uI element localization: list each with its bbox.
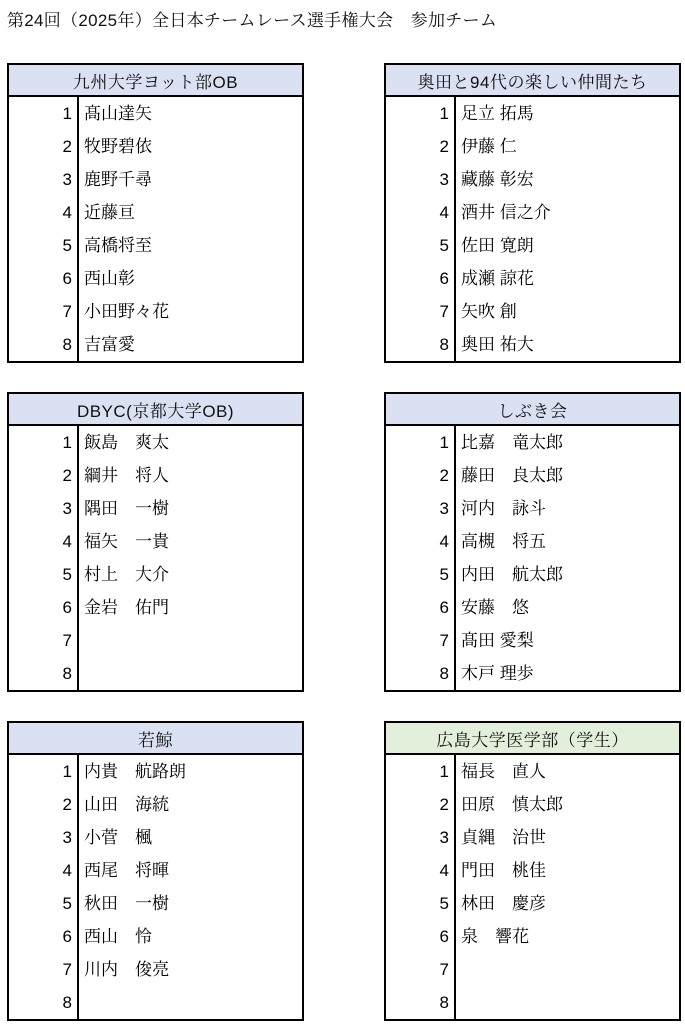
member-number: 6 — [386, 262, 456, 295]
member-name: 近藤亘 — [84, 203, 135, 222]
member-number: 4 — [386, 196, 456, 229]
member-number: 1 — [386, 97, 456, 130]
member-number: 5 — [386, 558, 456, 591]
member-name — [79, 986, 302, 1019]
member-number: 6 — [9, 262, 79, 295]
member-number: 6 — [386, 591, 456, 624]
member-name — [456, 986, 679, 1019]
member-name: 佐田 寛朗 — [461, 236, 534, 255]
member-number: 7 — [9, 295, 79, 328]
member-name: 貞縄 治世 — [461, 828, 546, 847]
team-name-header: しぶき会 — [386, 394, 679, 426]
member-row — [9, 459, 302, 492]
member-name: 鹿野千尋 — [84, 170, 152, 189]
member-name — [79, 624, 302, 657]
member-row — [9, 887, 302, 920]
member-name: 河内 詠斗 — [461, 499, 546, 518]
team-member-list — [9, 97, 302, 361]
member-row — [386, 196, 679, 229]
member-row — [9, 558, 302, 591]
member-row — [386, 821, 679, 854]
member-name — [456, 953, 679, 986]
member-row — [386, 262, 679, 295]
member-number: 3 — [9, 821, 79, 854]
member-number: 6 — [9, 591, 79, 624]
member-row — [9, 657, 302, 690]
member-number: 2 — [386, 459, 456, 492]
member-row — [386, 229, 679, 262]
member-number: 1 — [9, 755, 79, 788]
member-name: 小菅 楓 — [84, 828, 152, 847]
member-name: 木戸 理歩 — [461, 664, 534, 683]
team-member-list — [9, 426, 302, 690]
member-row — [9, 163, 302, 196]
member-number: 5 — [9, 887, 79, 920]
member-row — [9, 492, 302, 525]
member-name: 内貴 航路朗 — [84, 762, 186, 781]
member-row — [9, 130, 302, 163]
member-number: 8 — [386, 986, 456, 1019]
team-table-hiroshima-med — [384, 721, 681, 1021]
member-name: 山田 海統 — [84, 795, 169, 814]
member-number: 4 — [386, 525, 456, 558]
member-row — [9, 854, 302, 887]
member-row — [9, 755, 302, 788]
member-row — [9, 229, 302, 262]
member-row — [386, 328, 679, 361]
member-number: 4 — [9, 854, 79, 887]
member-name: 綱井 将人 — [84, 466, 169, 485]
member-number: 7 — [386, 295, 456, 328]
member-number: 3 — [9, 163, 79, 196]
member-number: 8 — [386, 328, 456, 361]
member-number: 8 — [9, 657, 79, 690]
member-name: 内田 航太郎 — [461, 565, 563, 584]
member-row — [9, 624, 302, 657]
member-number: 3 — [9, 492, 79, 525]
member-name: 福長 直人 — [461, 762, 546, 781]
member-row — [386, 986, 679, 1019]
team-name-header: 奥田と94代の楽しい仲間たち — [386, 65, 679, 97]
member-name: 西尾 将暉 — [84, 861, 169, 880]
team-table-shibukikai — [384, 392, 681, 692]
member-number: 7 — [386, 953, 456, 986]
member-number: 7 — [9, 953, 79, 986]
member-number: 1 — [386, 426, 456, 459]
member-number: 7 — [9, 624, 79, 657]
member-row — [9, 953, 302, 986]
member-name: 伊藤 仁 — [461, 137, 517, 156]
member-number: 8 — [9, 986, 79, 1019]
member-name: 高橋将至 — [84, 236, 152, 255]
team-table-okuda-94 — [384, 63, 681, 363]
member-name: 牧野碧依 — [84, 137, 152, 156]
team-name-header: 若鯨 — [9, 723, 302, 755]
member-row — [9, 196, 302, 229]
member-row — [386, 591, 679, 624]
member-name: 泉 響花 — [461, 927, 529, 946]
member-row — [9, 821, 302, 854]
member-name: 髙山達矢 — [84, 104, 152, 123]
member-row — [9, 426, 302, 459]
member-number: 4 — [9, 525, 79, 558]
member-name — [79, 657, 302, 690]
member-row — [386, 130, 679, 163]
member-row — [9, 525, 302, 558]
member-name: 西山彰 — [84, 269, 135, 288]
member-name: 酒井 信之介 — [461, 203, 551, 222]
member-name: 藏藤 彰宏 — [461, 170, 534, 189]
member-row — [386, 558, 679, 591]
team-member-list — [386, 97, 679, 361]
member-row — [386, 887, 679, 920]
member-row — [386, 459, 679, 492]
member-name: 門田 桃佳 — [461, 861, 546, 880]
member-number: 1 — [9, 97, 79, 130]
member-row — [386, 97, 679, 130]
member-number: 2 — [9, 788, 79, 821]
member-row — [386, 163, 679, 196]
member-number: 5 — [386, 887, 456, 920]
team-table-dbyc — [7, 392, 304, 692]
member-name: 飯島 爽太 — [84, 433, 169, 452]
member-row — [386, 525, 679, 558]
member-number: 1 — [9, 426, 79, 459]
member-row — [386, 657, 679, 690]
member-row — [9, 328, 302, 361]
member-row — [386, 755, 679, 788]
member-row — [9, 788, 302, 821]
member-row — [386, 953, 679, 986]
member-name: 奥田 祐大 — [461, 335, 534, 354]
member-number: 8 — [9, 328, 79, 361]
member-name: 成瀬 諒花 — [461, 269, 534, 288]
member-name: 林田 慶彦 — [461, 894, 546, 913]
member-number: 2 — [9, 459, 79, 492]
page-title: 第24回（2025年）全日本チームレース選手権大会 参加チーム — [7, 11, 498, 30]
member-row — [9, 591, 302, 624]
team-member-list — [386, 426, 679, 690]
member-row — [386, 295, 679, 328]
team-name-header: 九州大学ヨット部OB — [9, 65, 302, 97]
member-name: 金岩 佑門 — [84, 598, 169, 617]
member-name: 秋田 一樹 — [84, 894, 169, 913]
member-number: 5 — [9, 229, 79, 262]
member-number: 2 — [9, 130, 79, 163]
member-name: 西山 怜 — [84, 927, 152, 946]
member-number: 5 — [386, 229, 456, 262]
member-number: 1 — [386, 755, 456, 788]
member-name: 比嘉 竜太郎 — [461, 433, 563, 452]
member-number: 4 — [386, 854, 456, 887]
member-row — [9, 295, 302, 328]
member-row — [386, 492, 679, 525]
member-row — [386, 920, 679, 953]
member-row — [386, 854, 679, 887]
member-number: 6 — [9, 920, 79, 953]
member-number: 4 — [9, 196, 79, 229]
member-name: 高槻 将五 — [461, 532, 546, 551]
member-number: 5 — [9, 558, 79, 591]
member-name: 小田野々花 — [84, 302, 169, 321]
member-name: 村上 大介 — [84, 565, 169, 584]
member-name: 藤田 良太郎 — [461, 466, 563, 485]
member-name: 足立 拓馬 — [461, 104, 534, 123]
member-name: 田原 慎太郎 — [461, 795, 563, 814]
team-member-list — [386, 755, 679, 1019]
member-number: 3 — [386, 163, 456, 196]
member-number: 3 — [386, 492, 456, 525]
member-row — [9, 920, 302, 953]
member-number: 6 — [386, 920, 456, 953]
team-table-kyushu-ob — [7, 63, 304, 363]
team-name-header: DBYC(京都大学OB) — [9, 394, 302, 426]
team-name-header: 広島大学医学部（学生） — [386, 723, 679, 755]
member-name: 髙田 愛梨 — [461, 631, 534, 650]
member-row — [386, 426, 679, 459]
member-name: 矢吹 創 — [461, 302, 517, 321]
member-number: 8 — [386, 657, 456, 690]
member-name: 安藤 悠 — [461, 598, 529, 617]
member-number: 3 — [386, 821, 456, 854]
member-name: 隅田 一樹 — [84, 499, 169, 518]
team-member-list — [9, 755, 302, 1019]
member-name: 福矢 一貴 — [84, 532, 169, 551]
member-row — [9, 262, 302, 295]
member-number: 7 — [386, 624, 456, 657]
member-row — [9, 986, 302, 1019]
team-table-wakagei — [7, 721, 304, 1021]
member-name: 吉富愛 — [84, 335, 135, 354]
team-tables-grid — [7, 63, 685, 1021]
member-name: 川内 俊亮 — [84, 960, 169, 979]
member-row — [386, 624, 679, 657]
member-row — [9, 97, 302, 130]
member-number: 2 — [386, 788, 456, 821]
member-number: 2 — [386, 130, 456, 163]
member-row — [386, 788, 679, 821]
